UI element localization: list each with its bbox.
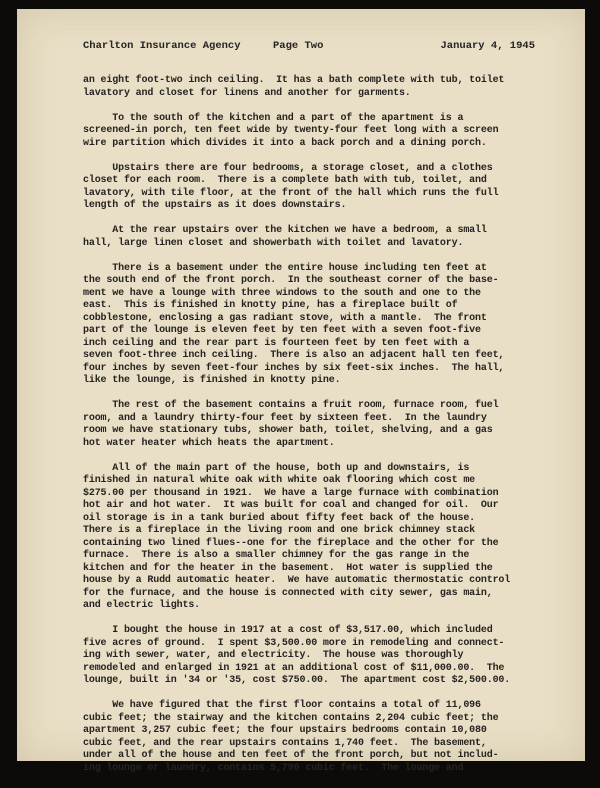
agency-name: Charlton Insurance Agency: [83, 40, 241, 52]
letter-body: [83, 75, 543, 788]
paragraph-costs: I bought the house in 1917 at a cost of $3,517.00, which included five acres of ground. I spent $3,500.00 more in remodeling and connect- ing with sewer, water, and electricity. The house was thoroughly remodeled and enlarged in 1921 at an additional cost of $11,000.00. The lounge, built in '34 or '35, cost $750.00. The apartment cost $2,500.00.: [83, 625, 511, 686]
paragraph-porch: To the south of the kitchen and a part of the apartment is a screened-in porch, ten feet wide by twenty-four feet long with a screen wire partition which divides it into a back porch and a dining porch.: [83, 112, 499, 149]
paragraph-basement: There is a basement under the entire house including ten feet at the south end of the front porch. In the southeast corner of the base- ment we have a lounge with three windows to the south and one to the east. This is finished in knotty pine, has a fireplace built of cobblestone, enclosing a gas radiant stove, with a mantle. The front part of the lounge is eleven feet by ten feet with a seven foot-five inch ceiling and the rear part is fourteen feet by ten feet with a seven foot-three inch ceiling. There is also an adjacent hall ten feet, four inches by seven feet-four inches by six feet-six inches. The hall, like the lounge, is finished in knotty pine.: [83, 262, 505, 386]
letter-date: January 4, 1945: [440, 40, 535, 52]
paragraph-main-house: All of the main part of the house, both up and downstairs, is finished in natural white oak with white oak flooring which cost me $275.00 per thousand in 1921. We have a large furnace with combination hot air and hot water. It was built for coal and changed for oil. Our oil storage is in a tank buried about fifty feet back of the house. There is a fireplace in the living room and one brick chimney stack containing two lined flues--one for the fireplace and the other for the furnace. There is also a smaller chimney for the gas range in the kitchen and for the heater in the basement. Hot water is supplied the house by a Rudd automatic heater. We have automatic thermostatic control for the furnace, and the house is connected with city sewer, gas main, and electric lights.: [83, 462, 511, 611]
letter-page: [17, 9, 585, 774]
paragraph-bath: an eight foot-two inch ceiling. It has a bath complete with tub, toilet lavatory and closet for linens and another for garments.: [83, 75, 505, 99]
paragraph-basement-rooms: The rest of the basement contains a fruit room, furnace room, fuel room, and a laundry thirty-four feet by sixteen feet. In the laundry room we have stationary tubs, shower bath, toilet, shelving, and a gas hot water heater which heats the apartment.: [83, 400, 499, 449]
paragraph-volumes: We have figured that the first floor contains a total of 11,096 cubic feet; the stairway and the kitchen contains 2,204 cubic feet; the apartment 3,257 cubic feet; the four upstairs bedrooms contain 10,080 cubic feet, and the rear upstairs contains 1,740 feet. The basement, under all of the house and ten feet of the front porch, but not includ- ing lounge or laundry, contains 5,796 cubic feet. The lounge and: [83, 700, 499, 774]
page-number: Page Two: [273, 40, 324, 52]
paragraph-upstairs: Upstairs there are four bedrooms, a storage closet, and a clothes closet for each room. There is a complete bath with tub, toilet, and lavatory, with tile floor, at the front of the hall which runs the full length of the upstairs as it does downstairs.: [83, 162, 499, 211]
paragraph-rear-upstairs: At the rear upstairs over the kitchen we have a bedroom, a small hall, large linen closet and showerbath with toilet and lavatory.: [83, 225, 487, 249]
